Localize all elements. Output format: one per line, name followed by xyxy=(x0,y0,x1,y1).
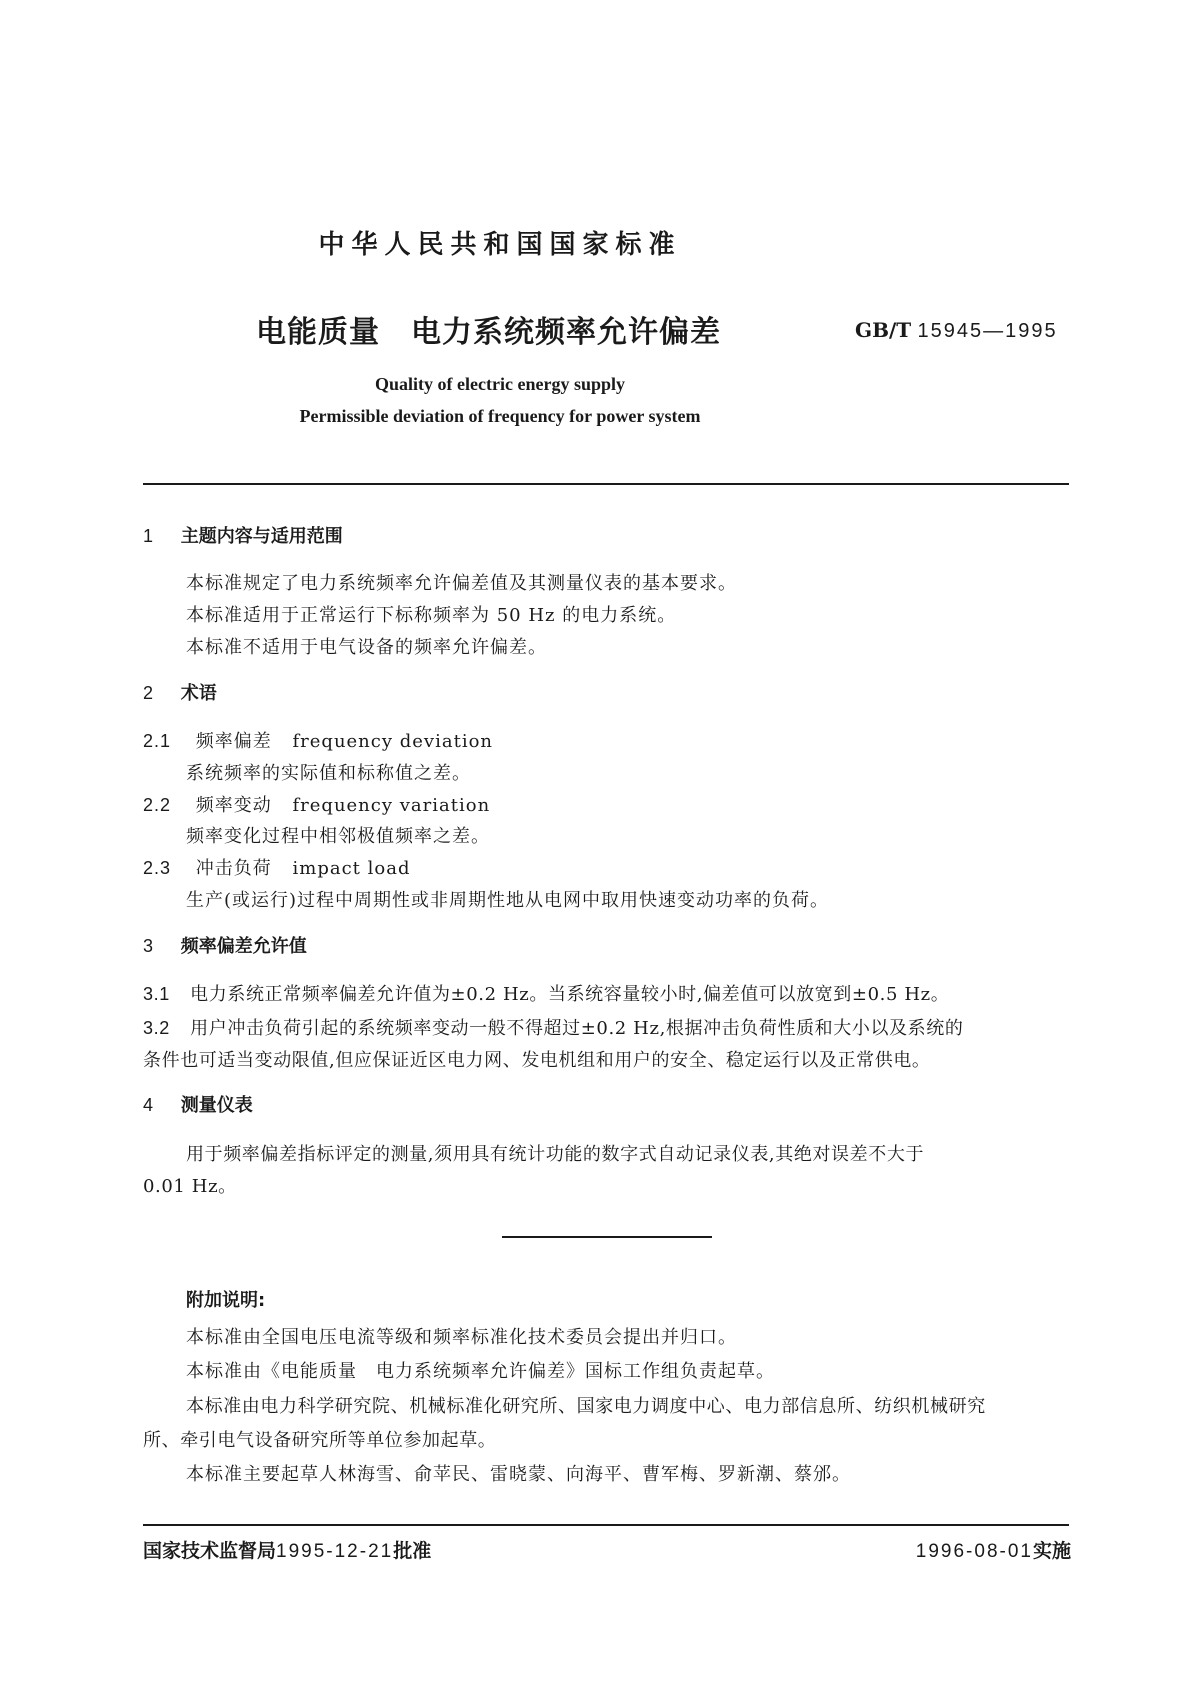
section-1-number: 1 xyxy=(143,526,154,546)
section-1-para-2: 本标准适用于正常运行下标称频率为 50 Hz 的电力系统。 xyxy=(186,605,677,626)
section-4-heading xyxy=(143,1091,253,1117)
notes-title: 附加说明: xyxy=(186,1290,266,1311)
term-2-1-name: 频率偏差 xyxy=(195,731,272,752)
section-1-para-3: 本标准不适用于电气设备的频率允许偏差。 xyxy=(186,637,547,658)
english-title-1: Quality of electric energy supply xyxy=(375,374,625,394)
notes-line-3b: 所、牵引电气设备研究所等单位参加起草。 xyxy=(143,1430,497,1451)
term-2-3-name: 冲击负荷 xyxy=(195,858,272,879)
footer-implement-suffix: 实施 xyxy=(1032,1540,1071,1562)
footer-implementation xyxy=(916,1536,1071,1563)
section-4-title: 测量仪表 xyxy=(180,1095,253,1116)
term-2-2-name: 频率变动 xyxy=(195,795,272,816)
section-3-heading xyxy=(143,932,307,958)
footer-approve-suffix: 批准 xyxy=(393,1540,432,1562)
clause-3-1-text: 电力系统正常频率偏差允许值为±0.2 Hz。当系统容量较小时,偏差值可以放宽到±0.5 Hz。 xyxy=(190,984,950,1005)
notes-line-2: 本标准由《电能质量 电力系统频率允许偏差》国标工作组负责起草。 xyxy=(186,1361,775,1382)
national-standard-label: 中华人民共和国国家标准 xyxy=(318,230,682,260)
notes-line-3a: 本标准由电力科学研究院、机械标准化研究所、国家电力调度中心、电力部信息所、纺织机械研究 xyxy=(186,1396,986,1417)
term-2-3-english: impact load xyxy=(292,858,411,879)
term-2-2-number: 2.2 xyxy=(143,795,172,815)
term-2-1-english: frequency deviation xyxy=(292,731,494,752)
section-2-title: 术语 xyxy=(180,683,217,704)
term-2-3-definition: 生产(或运行)过程中周期性或非周期性地从电网中取用快速变动功率的负荷。 xyxy=(186,890,830,911)
term-2-1-number: 2.1 xyxy=(143,731,172,751)
notes-line-1: 本标准由全国电压电流等级和频率标准化技术委员会提出并归口。 xyxy=(186,1327,737,1348)
clause-3-2-text-line1: 用户冲击负荷引起的系统频率变动一般不得超过±0.2 Hz,根据冲击负荷性质和大小以及系统的 xyxy=(190,1018,964,1039)
footer-approval xyxy=(143,1536,431,1563)
footer-rule xyxy=(143,1524,1069,1526)
end-rule xyxy=(502,1236,712,1238)
standard-code: 15945—1995 xyxy=(917,320,1058,342)
term-2-3-number: 2.3 xyxy=(143,858,172,878)
section-2-number: 2 xyxy=(143,683,154,703)
term-2-1-definition: 系统频率的实际值和标称值之差。 xyxy=(186,763,471,784)
section-1-heading xyxy=(143,522,343,548)
english-title-2: Permissible deviation of frequency for power system xyxy=(299,406,701,426)
notes-line-4: 本标准主要起草人林海雪、俞苹民、雷晓蒙、向海平、曹军梅、罗新潮、蔡邠。 xyxy=(186,1464,851,1485)
section-2-heading xyxy=(143,679,217,705)
section-3-number: 3 xyxy=(143,936,154,956)
document-title: 电能质量 电力系统频率允许偏差 xyxy=(256,315,721,350)
term-2-2-english: frequency variation xyxy=(292,795,491,816)
clause-3-2 xyxy=(143,1014,963,1040)
clause-3-2-number: 3.2 xyxy=(143,1018,170,1038)
clause-3-2-text-line2: 条件也可适当变动限值,但应保证近区电力网、发电机组和用户的安全、稳定运行以及正常供电。 xyxy=(143,1050,931,1071)
footer-approver: 国家技术监督局 xyxy=(143,1540,277,1562)
term-2-2-definition: 频率变化过程中相邻极值频率之差。 xyxy=(186,826,490,847)
clause-3-1 xyxy=(143,980,949,1006)
clause-3-1-number: 3.1 xyxy=(143,984,170,1004)
term-2-1 xyxy=(143,727,493,753)
header-rule xyxy=(143,483,1069,485)
standard-prefix: GB/T xyxy=(855,318,912,342)
section-4-line-2: 0.01 Hz。 xyxy=(143,1176,237,1197)
section-4-line-1: 用于频率偏差指标评定的测量,须用具有统计功能的数字式自动记录仪表,其绝对误差不大于 xyxy=(186,1144,925,1165)
section-3-title: 频率偏差允许值 xyxy=(180,936,307,957)
standard-number xyxy=(855,318,1058,343)
section-1-para-1: 本标准规定了电力系统频率允许偏差值及其测量仪表的基本要求。 xyxy=(186,573,737,594)
footer-implement-date: 1996-08-01 xyxy=(915,1541,1033,1562)
section-4-number: 4 xyxy=(143,1095,154,1115)
term-2-2 xyxy=(143,791,490,817)
footer-approve-date: 1995-12-21 xyxy=(276,1541,394,1562)
section-1-title: 主题内容与适用范围 xyxy=(180,526,343,547)
term-2-3 xyxy=(143,854,410,880)
